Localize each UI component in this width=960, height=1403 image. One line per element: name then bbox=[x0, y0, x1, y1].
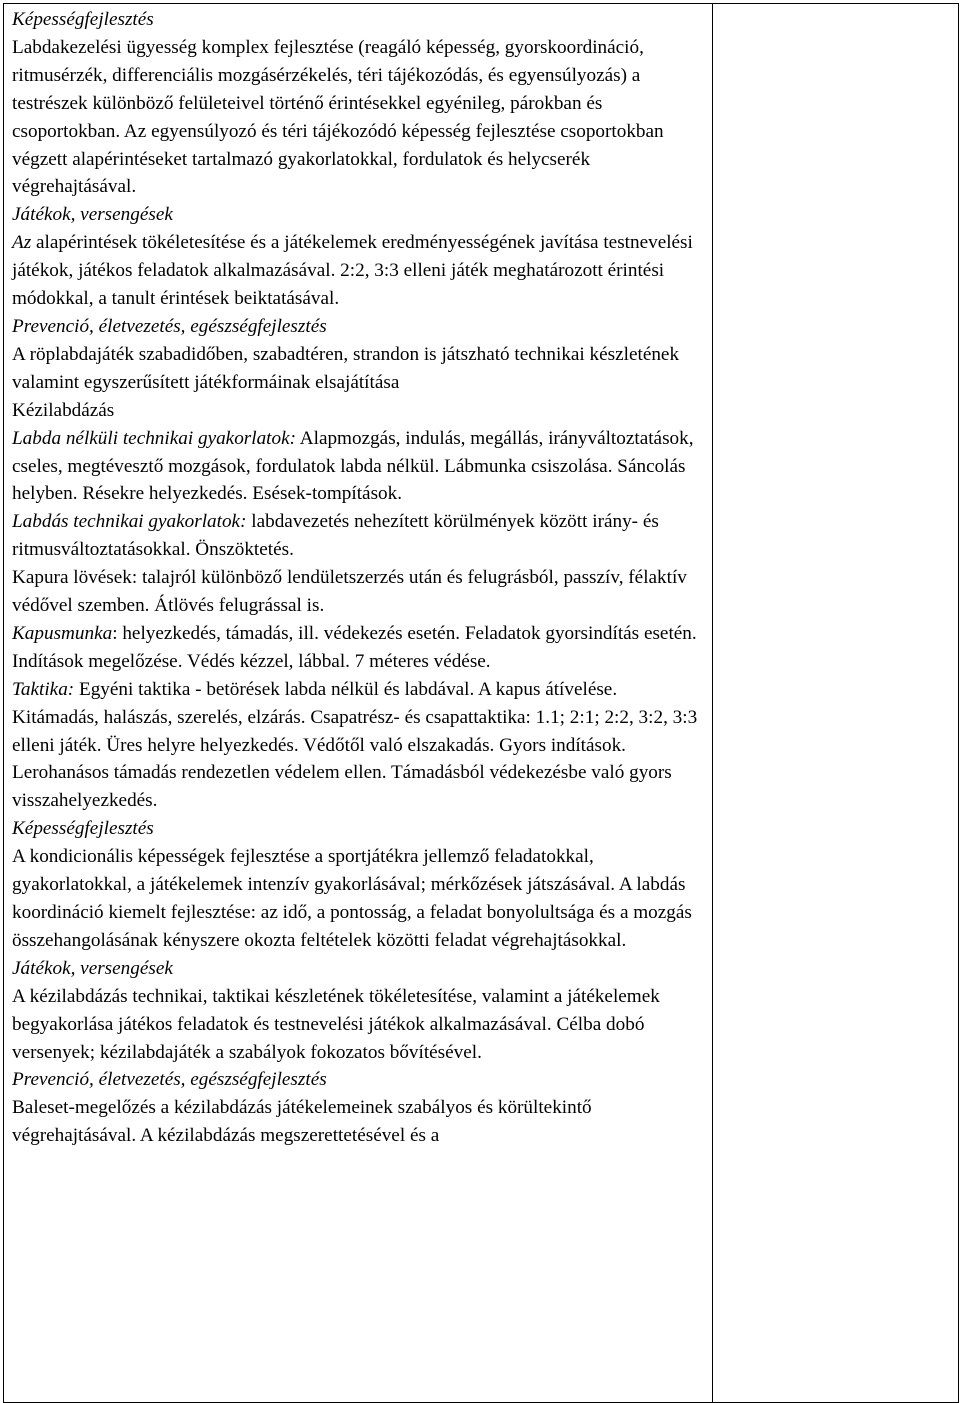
section-heading-kepessegfejlesztes: Képességfejlesztés bbox=[12, 818, 154, 840]
table-row bbox=[4, 4, 959, 1403]
empty-side-cell bbox=[713, 4, 959, 1403]
paragraph bbox=[12, 620, 706, 676]
paragraph-lead: Kapusmunka bbox=[12, 622, 113, 644]
section-heading-prevencio: Prevenció, életvezetés, egészségfejlesztés bbox=[12, 1069, 327, 1091]
paragraph-body: alapérintések tökéletesítése és a játékelemek eredményességének javítása testnevelési játékok, játékos feladatok alkalmazásával. 2:2, 3:3 elleni játék meghatározott érintési módokkal, a tanult érintések beiktatásával. bbox=[12, 232, 693, 310]
paragraph-body: Alapmozgás, indulás, megállás, irányváltoztatások, cseles, megtévesztő mozgások, fordulatok labda nélkül. Lábmunka csiszolása. Sáncolás helyben. Résekre helyezkedés. Esések-tompítások. bbox=[12, 427, 694, 505]
content-text bbox=[4, 4, 712, 1150]
paragraph: A kézilabdázás technikai, taktikai készletének tökéletesítése, valamint a játékelemek begyakorlása játékos feladatok és testnevelési játékok alkalmazásával. Célba dobó versenyek; kézilabdajáték a szabályok fokozatos bővítésével. bbox=[12, 985, 660, 1063]
paragraph-lead: Taktika: bbox=[12, 678, 75, 700]
paragraph: Labdakezelési ügyesség komplex fejlesztése (reagáló képesség, gyorskoordináció, ritmusérzék, differenciális mozgásérzékelés, téri tájékozódás, és egyensúlyozás) a testrészek különböző felületeivel történő érintésekkel egyénileg, párokban és csoportokban. Az egyensúlyozó és téri tájékozódó képesség fejlesztése csoportokban végzett alapérintéseket tartalmazó gyakorlatokkal, fordulatok és helycserék végrehajtásával. bbox=[12, 36, 664, 198]
paragraph bbox=[12, 425, 706, 509]
paragraph bbox=[12, 508, 706, 564]
paragraph-lead: Labda nélküli technikai gyakorlatok: bbox=[12, 427, 297, 449]
paragraph-body: : helyezkedés, támadás, ill. védekezés esetén. Feladatok gyorsindítás esetén. Indítások megelőzése. Védés kézzel, lábbal. 7 méteres védése. bbox=[12, 622, 697, 672]
section-heading-prevencio: Prevenció, életvezetés, egészségfejlesztés bbox=[12, 315, 327, 337]
paragraph-body: labdavezetés nehezített körülmények között irány- és ritmusváltoztatásokkal. Önszöktetés. bbox=[12, 511, 659, 561]
content-cell bbox=[4, 4, 713, 1403]
paragraph: A röplabdajáték szabadidőben, szabadtéren, strandon is játszható technikai készletének valamint egyszerűsített játékformáinak elsajátítása bbox=[12, 343, 680, 393]
curriculum-table bbox=[3, 3, 959, 1403]
paragraph: A kondicionális képességek fejlesztése a sportjátékra jellemző feladatokkal, gyakorlatokkal, a játékelemek intenzív gyakorlásával; mérkőzések játszásával. A labdás koordináció kiemelt fejlesztése: az idő, a pontosság, a feladat bonyolultsága és a mozgás összehangolásának kényszere okozta feltételek közötti feladat végrehajtásokkal. bbox=[12, 846, 692, 951]
section-heading-jatekok: Játékok, versengések bbox=[12, 204, 173, 226]
paragraph: Baleset-megelőzés a kézilabdázás játékelemeinek szabályos és körültekintő végrehajtásával. A kézilabdázás megszerettetésével és a bbox=[12, 1097, 592, 1147]
section-heading-kezilabdazas: Kézilabdázás bbox=[12, 399, 115, 421]
paragraph bbox=[12, 676, 706, 816]
paragraph-body: Egyéni taktika - betörések labda nélkül és labdával. A kapus átívelése. Kitámadás, halászás, szerelés, elzárás. Csapatrész- és csapattaktika: 1.1; 2:1; 2:2, 3:2, 3:3 elleni játék. Üres helyre helyezkedés. Védőtől való elszakadás. Gyors indítások. Lerohanásos támadás rendezetlen védelem ellen. Támadásból védekezésbe való gyors visszahelyezkedés. bbox=[12, 678, 698, 812]
section-heading-kepessegfejlesztes: Képességfejlesztés bbox=[12, 9, 154, 30]
paragraph-lead: Labdás technikai gyakorlatok: bbox=[12, 511, 247, 533]
paragraph-lead: Az bbox=[12, 232, 32, 254]
section-heading-jatekok: Játékok, versengések bbox=[12, 957, 173, 979]
paragraph: Kapura lövések: talajról különböző lendületszerzés után és felugrásból, passzív, félaktív védővel szemben. Átlövés felugrással is. bbox=[12, 567, 687, 617]
paragraph bbox=[12, 229, 706, 313]
